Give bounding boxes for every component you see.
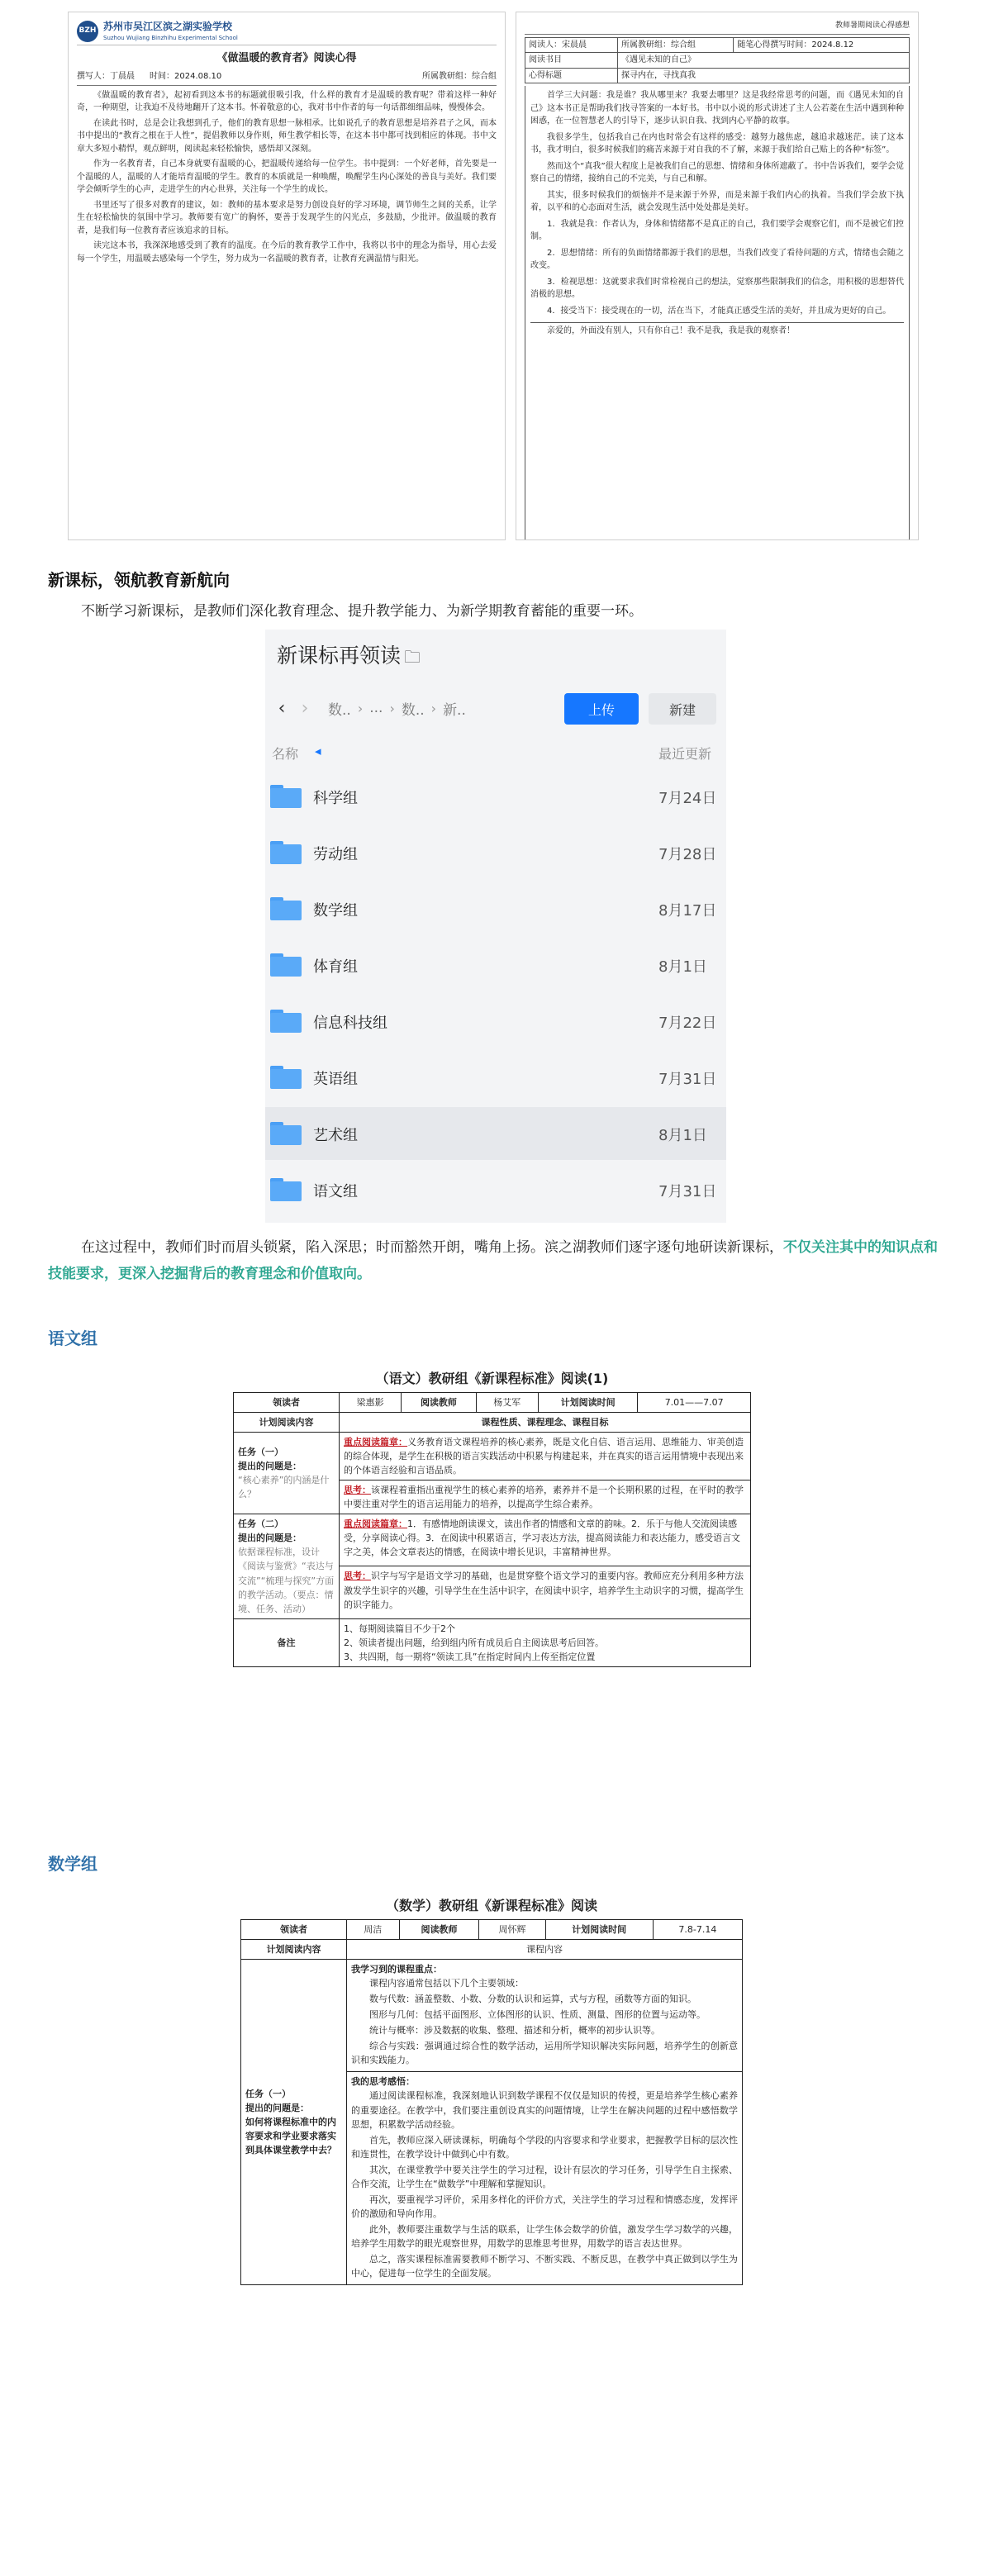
task-question: 提出的问题是： (238, 1461, 302, 1472)
focus-label: 重点阅读篇章： (344, 1437, 407, 1448)
reading-note-right (516, 12, 919, 540)
folder-icon (270, 785, 302, 808)
table-title: （数学）教研组《新课程标准》阅读 (385, 1898, 597, 1913)
doc-paragraph: 2．思想情绪：所有的负面情绪都源于我们的思想，当我们改变了看待问题的方式，情绪也会随之改变。 (530, 248, 904, 271)
breadcrumb-separator-icon: › (357, 700, 364, 716)
folder-icon (270, 841, 302, 864)
task-subtitle: “核心素养”的内涵是什么？ (238, 1475, 330, 1500)
doc-body (77, 89, 497, 266)
task-subtitle: 依据课程标准，设计《阅读与鉴赏》“表达与交流”“梳理与探究”方面的教学活动。（要点：情境、任务、活动） (238, 1547, 335, 1614)
breadcrumb-separator-icon: › (430, 700, 437, 716)
back-arrow-icon[interactable]: ‹ (278, 697, 286, 719)
file-list-header (265, 739, 726, 767)
reading-notes-documents (68, 12, 919, 540)
doc-paragraph: 我很多学生，包括我自己在内也时常会有这样的感受：越努力越焦虑，越追求越迷茫。读了这本书，我才明白，很多时候我们的痛苦来源于对自我的不了解，来源于我们给自己贴上的各种“标签”。 (530, 132, 904, 155)
task-subtitle: 如何将课程标准中的内容要求和学业要求落实到具体课堂教学中去？ (245, 2117, 336, 2156)
school-emblem-icon: BZH (77, 21, 98, 42)
focus-label: 重点阅读篇章： (344, 1519, 407, 1530)
task-1-cell (234, 1433, 340, 1514)
folder-name[interactable]: 科学组 (313, 790, 358, 807)
task-1-focus (340, 1433, 751, 1480)
header-plan: 计划阅读内容 (234, 1413, 340, 1433)
folder-tag-icon: 🗀 (404, 647, 421, 667)
doc-paragraph: 读完这本书，我深深地感受到了教育的温度。在今后的教育教学工作中，我将以书中的理念为指导，用心去爱每一个学生，用温暖去感染每一个学生，努力成为一名温暖的教育者，让教育充满温情与阳光。 (77, 241, 497, 264)
learned-item: 综合与实践：强调通过综合性的数学活动，运用所学知识解决实际问题，培养学生的创新意识和实践能力。 (351, 2041, 738, 2066)
time-value: 7.01——7.07 (638, 1393, 751, 1413)
paragraph-text: 在这过程中，教师们时而眉头锁紧，陷入深思；时而豁然开朗，嘴角上扬。滨之湖教师们逐字逐句地研读新课标， (81, 1239, 783, 1256)
navigation-bar (265, 684, 726, 732)
folder-icon (270, 953, 302, 977)
doc-paragraph: 其实，很多时候我们的烦恼并不是来源于外界，而是来源于我们内心的执着。当我们学会放下执着，以平和的心态面对生活，就会发现生活中处处都是美好。 (530, 190, 904, 213)
folder-name[interactable]: 劳动组 (313, 846, 358, 863)
header-time: 计划阅读时间 (545, 1920, 653, 1940)
thought-item: 其次，在课堂教学中要关注学生的学习过程，设计有层次的学习任务，引导学生自主探索、合作交流，让学生在“做数学”中理解和掌握知识。 (351, 2164, 738, 2189)
doc-paragraph: 《做温暖的教育者》，起初看到这本书的标题就很吸引我，什么样的教育才是温暖的教育呢？带着这样一种好奇，一种期望，让我迫不及待地翻开了这本书。怀着敬意的心，我对书中作者的每一句话都细细品味，慢慢体会。 (77, 90, 497, 113)
folder-name[interactable]: 英语组 (313, 1071, 358, 1088)
doc-group: 所属教研组：综合组 (422, 72, 497, 82)
header-time: 计划阅读时间 (538, 1393, 638, 1413)
header-teacher: 阅读教师 (399, 1920, 479, 1940)
folder-row[interactable] (265, 770, 726, 823)
book-label: 阅读书目 (525, 53, 618, 69)
folder-date: 7月28日 (658, 846, 717, 863)
thought-text: 该课程着重指出重视学生的核心素养的培养，素养并不是一个长期积累的过程，在平时的教学中要注重对学生的语言运用能力的培养，以提高学生综合素养。 (344, 1485, 744, 1510)
folder-date: 7月31日 (658, 1183, 717, 1200)
notes-cell (340, 1618, 751, 1666)
learned-item: 数与代数：涵盖整数、小数、分数的认识和运算，式与方程，函数等方面的知识。 (369, 1994, 696, 2005)
reader-value: 周洁 (347, 1920, 400, 1940)
doc-reader: 阅读人：宋晨晨 (525, 37, 618, 53)
topic-label: 心得标题 (525, 68, 618, 83)
doc-paragraph: 1．我就是我：作者认为，身体和情绪都不是真正的自己，我们要学会观察它们，而不是被它们控制。 (530, 219, 904, 242)
folder-name[interactable]: 语文组 (313, 1183, 358, 1200)
folder-row[interactable] (265, 995, 726, 1048)
header-reader: 领读者 (241, 1920, 347, 1940)
folder-date: 8月1日 (658, 1127, 707, 1144)
doc-paragraph: 作为一名教育者，自己本身就要有温暖的心，把温暖传递给每一位学生。书中提到：一个好老师，首先要是一个温暖的人，温暖的人才能培育温暖的学生。教育的本质就是一种唤醒，唤醒学生内心深处的善良与美好。我们要学会倾听学生的心声，走进学生的内心世界，关注每一个学生的成长。 (77, 159, 497, 195)
folder-title (277, 639, 421, 673)
learned-cell (347, 1960, 743, 2072)
doc-body (525, 86, 910, 540)
header-plan: 计划阅读内容 (241, 1940, 347, 1960)
thought-item: 再次，要重视学习评价，采用多样化的评价方式，关注学生的学习过程和情感态度，发挥评价的激励和导向作用。 (351, 2193, 738, 2219)
doc-title: 《做温暖的教育者》阅读心得 (216, 52, 357, 64)
task-2-thought (340, 1566, 751, 1618)
section-paragraph (48, 1234, 940, 1287)
folder-icon (270, 1066, 302, 1089)
task-title: 任务（二） (238, 1519, 283, 1530)
doc-author: 撰写人：丁晨晨 (77, 72, 135, 82)
breadcrumb-separator-icon: › (389, 700, 395, 716)
learned-item: 统计与概率：涉及数据的收集、整理、描述和分析，概率的初步认识等。 (369, 2025, 660, 2037)
doc-info-table (525, 37, 910, 84)
folder-date: 7月31日 (658, 1071, 717, 1088)
task-question: 提出的问题是： (245, 2103, 309, 2114)
breadcrumb-item[interactable]: 数.. (401, 701, 425, 719)
doc-header: 教师暑期阅读心得感想 (525, 17, 910, 35)
thought-label: 思考： (344, 1571, 371, 1582)
note-item: 1、每期阅读篇目不少于2个 (344, 1623, 455, 1634)
book-title: 《遇见未知的自己》 (618, 53, 910, 69)
header-teacher: 阅读教师 (402, 1393, 476, 1413)
topic-title: 探寻内在，寻找真我 (618, 68, 910, 83)
folder-date: 8月1日 (658, 958, 707, 976)
forward-arrow-icon[interactable]: › (301, 697, 309, 719)
folder-name[interactable]: 信息科技组 (313, 1015, 387, 1032)
teacher-value: 周怀辉 (479, 1920, 545, 1940)
focus-text: 1．有感情地朗读课文，读出作者的情感和文章的韵味。2．乐于与他人交流阅读感受，分享阅读心得。3．在阅读中积累语言，学习表达方法，提高阅读能力和表达能力，感受语言文字之美，体会文章表达的情感，在阅读中增长见识，丰富精神世界。 (344, 1519, 740, 1558)
breadcrumb-item[interactable]: 新.. (443, 701, 466, 719)
doc-closing: 亲爱的，外面没有别人，只有你自己！我不是我，我是我的观察者！ (530, 322, 904, 338)
group-title-math: 数学组 (48, 1854, 97, 1874)
school-name: 苏州市吴江区滨之湖实验学校 (103, 20, 233, 32)
task-2-cell (234, 1514, 340, 1618)
doc-date: 随笔心得撰写时间：2024.8.12 (734, 37, 910, 53)
doc-group: 所属教研组：综合组 (618, 37, 734, 53)
folder-date: 7月24日 (658, 790, 717, 807)
task-question: 提出的问题是： (238, 1533, 302, 1544)
column-name[interactable]: 名称 (272, 746, 299, 762)
doc-paragraph: 在读此书时，总是会让我想到孔子，他们的教育思想一脉相承。比如说孔子的教育思想是培养君子之风，而本书中提出的“教育之根在于人性”，提倡教师以身作则，师生教学相长等，在这本书中都可找到相应的体现。书中文章大多短小精悍，观点鲜明，阅读起来轻松愉快，感悟却又深刻。 (77, 118, 497, 154)
column-modified[interactable]: 最近更新 (658, 746, 712, 762)
folder-title-text: 新课标再领读 (277, 644, 402, 668)
folder-row[interactable] (265, 1051, 726, 1104)
doc-paragraph: 然而这个“真我”很大程度上是被我们自己的思想、情绪和身体所遮蔽了。书中告诉我们，要学会觉察自己的情绪，接纳自己的不完美，与自己和解。 (530, 161, 904, 184)
doc-date: 时间：2024.08.10 (150, 72, 222, 82)
sort-icon[interactable]: ◂ (315, 744, 321, 758)
thought-label: 我的思考感悟： (351, 2076, 415, 2088)
folder-row[interactable] (265, 826, 726, 879)
upload-button[interactable]: 上传 (564, 693, 639, 725)
task-1-thought (340, 1480, 751, 1514)
doc-paragraph: 4．接受当下：接受现在的一切，活在当下，才能真正感受生活的美好，并且成为更好的自己。 (547, 306, 891, 316)
note-item: 3、共四期，每一期将“领读工具”在指定时间内上传至指定位置 (344, 1651, 596, 1662)
folder-icon (270, 897, 302, 920)
task-title: 任务（一） (238, 1447, 283, 1458)
new-button[interactable]: 新建 (649, 693, 716, 725)
plan-value: 课程内容 (347, 1940, 743, 1960)
breadcrumb-item[interactable]: 数.. (328, 701, 351, 719)
thought-item: 首先，教师应深入研读课标，明确每个学段的内容要求和学业要求，把握教学目标的层次性和连贯性，在教学设计中做到心中有数。 (351, 2134, 738, 2160)
school-header (77, 17, 497, 45)
doc-paragraph: 书里还写了很多对教育的建议，如：教师的基本要求是努力创设良好的学习环境，调节师生之间的关系，让学生在轻松愉快的氛围中学习。教师要有宽广的胸怀，要善于发现学生的闪光点，多鼓励，少批评。做温暖的教育者，是我们每一位教育者应该追求的目标。 (77, 200, 497, 235)
breadcrumb-item[interactable]: ... (369, 700, 383, 716)
section-title: 新课标，领航教育新航向 (48, 570, 230, 590)
paragraph-highlight: 不仅关注其中的知识点和技能要求，更深入挖掘背后的教育理念和价值取向。 (48, 1239, 938, 1282)
school-name-en: Suzhou Wujiang Binzhihu Experimental School (103, 35, 238, 42)
folder-date: 7月22日 (658, 1015, 717, 1032)
header-note: 备注 (234, 1618, 340, 1666)
chinese-reading-table (233, 1368, 751, 1818)
section-intro (48, 598, 940, 625)
table-title: （语文）教研组《新课程标准》阅读(1) (375, 1371, 609, 1386)
file-manager-panel (265, 630, 726, 1223)
folder-name[interactable]: 数学组 (313, 902, 358, 920)
plan-value: 课程性质、课程理念、课程目标 (340, 1413, 751, 1433)
thought-cell (347, 2072, 743, 2285)
folder-row[interactable] (265, 882, 726, 935)
focus-text: 义务教育语文课程培养的核心素养，既是文化自信、语言运用、思维能力、审美创造的综合体现，是学生在积极的语言实践活动中积累与构建起来，并在真实的语言运用情境中表现出来的个体语言经验和言语品质。 (344, 1437, 744, 1476)
thought-item: 通过阅读课程标准，我深刻地认识到数学课程不仅仅是知识的传授，更是培养学生核心素养的重要途径。在教学中，我们要注重创设真实的问题情境，让学生在解决问题的过程中感悟数学思想，积累数学活动经验。 (351, 2090, 738, 2130)
folder-date: 8月17日 (658, 902, 717, 920)
group-title-chinese: 语文组 (48, 1328, 97, 1348)
doc-paragraph: 首学三大问题：我是谁？我从哪里来？我要去哪里？这是我经常思考的问题，而《遇见未知的自己》这本书正是帮助我们找寻答案的一本好书。书中以小说的形式讲述了主人公若菱在生活中遇到种种困惑，在一位智慧老人的引导下，逐步认识自我、找到内心平静的故事。 (530, 91, 904, 126)
folder-row[interactable] (265, 1107, 726, 1160)
reading-note-left (68, 12, 506, 540)
reading-table (240, 1919, 743, 2285)
learned-label: 我学习到的课程重点： (351, 1964, 442, 1975)
thought-item: 总之，落实课程标准需要教师不断学习、不断实践、不断反思，在教学中真正做到以学生为中心，促进每一位学生的全面发展。 (351, 2253, 738, 2279)
folder-icon (270, 1122, 302, 1145)
task-title: 任务（一） (245, 2088, 291, 2099)
thought-label: 思考： (344, 1485, 371, 1496)
thought-item: 此外，教师要注重数学与生活的联系，让学生体会数学的价值，激发学生学习数学的兴趣，培养学生用数学的眼光观察世界，用数学的思维思考世界，用数学的语言表达世界。 (351, 2223, 738, 2249)
header-reader: 领读者 (234, 1393, 340, 1413)
math-reading-table (240, 1895, 743, 2573)
doc-paragraph: 3．检视思想：这就要求我们时常检视自己的想法，觉察那些限制我们的信念，用积极的思想替代消极的思想。 (530, 277, 904, 300)
learned-item: 图形与几何：包括平面图形、立体图形的认识、性质、测量、图形的位置与运动等。 (369, 2009, 706, 2021)
note-item: 2、领读者提出问题，给到组内所有成员后自主阅读思考后回答。 (344, 1637, 604, 1648)
folder-icon (270, 1178, 302, 1201)
folder-name[interactable]: 体育组 (313, 958, 358, 976)
section-intro-text: 不断学习新课标，是教师们深化教育理念、提升教学能力、为新学期教育蓄能的重要一环。 (81, 603, 643, 620)
reading-table (233, 1392, 751, 1667)
folder-row[interactable] (265, 1163, 726, 1216)
folder-name[interactable]: 艺术组 (313, 1127, 358, 1144)
reader-value: 梁惠影 (340, 1393, 402, 1413)
task-1-cell (241, 1960, 347, 2285)
folder-icon (270, 1010, 302, 1033)
time-value: 7.8-7.14 (653, 1920, 742, 1940)
learned-item: 课程内容通常包括以下几个主要领域： (369, 1978, 524, 1989)
folder-row[interactable] (265, 939, 726, 991)
doc-meta (77, 70, 497, 86)
teacher-value: 杨艾军 (476, 1393, 538, 1413)
task-2-focus (340, 1514, 751, 1566)
thought-text: 识字与写字是语文学习的基础，也是贯穿整个语文学习的重要内容。教师应充分利用多种方法激发学生识字的兴趣，引导学生在生活中识字，在阅读中识字，培养学生主动识字的习惯，提高学生的识字能力。 (344, 1571, 744, 1610)
